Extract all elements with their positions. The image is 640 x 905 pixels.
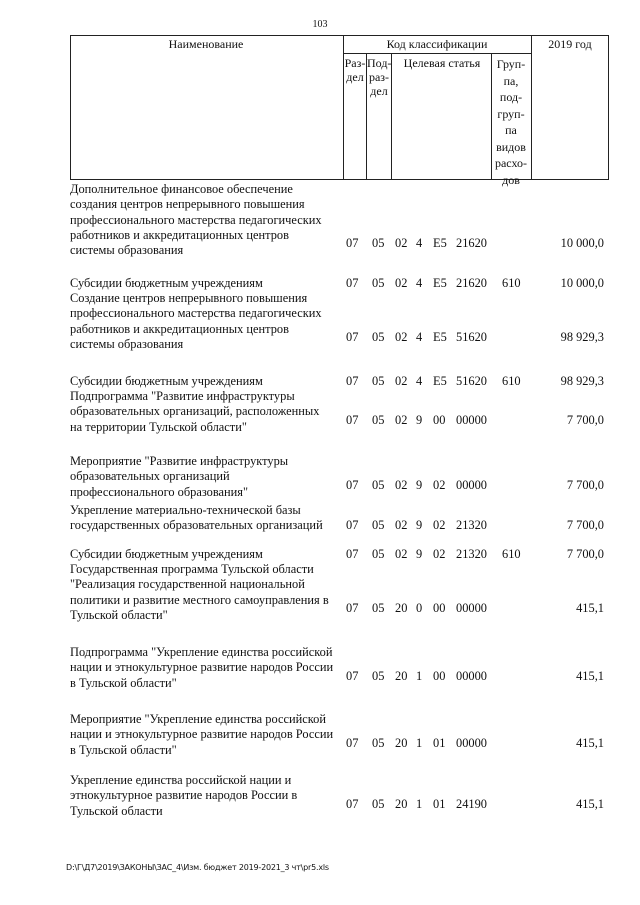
cell-cs-event: 00 <box>433 412 446 427</box>
cell-podrazdel: 05 <box>372 796 385 811</box>
cell-cs-direction: 00000 <box>456 668 487 683</box>
cell-sum-2019: 10 000,0 <box>560 236 604 251</box>
row-name-line: нации и этнокультурное развитие народов России <box>70 660 334 675</box>
row-name-line: политики и развитие местного самоуправления в <box>70 592 329 607</box>
row-name-line: Мероприятие "Укрепление единства российской <box>70 712 326 726</box>
row-name-line: в Тульской области" <box>70 742 177 757</box>
cell-podrazdel: 05 <box>372 735 385 750</box>
row-name-line: Тульской области" <box>70 607 168 622</box>
row-name-line: Создание центров непрерывного повышения <box>70 291 308 305</box>
header-gruppa-line: расхо- <box>494 156 528 170</box>
cell-cs-event: Е5 <box>433 329 447 344</box>
row-name-line: Подпрограмма "Развитие инфраструктуры <box>70 389 295 403</box>
row-name-line: образовательных организаций <box>70 469 230 484</box>
row-name-line: Субсидии бюджетным учреждениям <box>70 276 263 290</box>
row-name-line: профессионального образования" <box>70 484 249 499</box>
cell-cs-direction: 21320 <box>456 547 487 561</box>
header-gruppa-line: под- <box>499 90 523 104</box>
header-podrazdel-line: Под- <box>367 56 392 70</box>
header-razdel-line: дел <box>346 70 364 84</box>
cell-cs-event: 02 <box>433 518 446 533</box>
cell-cs-direction: 24190 <box>456 796 487 811</box>
header-border-top <box>70 35 609 36</box>
row-name-line: системы образования <box>70 336 184 351</box>
cell-razdel: 07 <box>346 236 359 251</box>
cell-podrazdel: 05 <box>372 668 385 683</box>
cell-sum-2019: 7 700,0 <box>566 412 604 427</box>
cell-cs-type: 4 <box>416 276 423 290</box>
cell-cs-event: 00 <box>433 668 446 683</box>
header-divider-podrazdel <box>391 53 392 180</box>
cell-podrazdel: 05 <box>372 477 385 492</box>
cell-cs-type: 1 <box>416 796 423 811</box>
cell-cs-direction: 51620 <box>456 329 487 344</box>
cell-cs-type: 4 <box>416 329 423 344</box>
cell-podrazdel: 05 <box>372 374 385 388</box>
cell-cs-type: 4 <box>416 236 423 251</box>
page-number: 103 <box>312 19 328 30</box>
cell-razdel: 07 <box>346 374 359 388</box>
header-gruppa-line: видов <box>496 139 526 154</box>
cell-cs-type: 4 <box>416 374 423 388</box>
header-divider-year <box>531 35 532 180</box>
row-name-line: Субсидии бюджетным учреждениям <box>70 374 263 388</box>
row-name-line: этнокультурное развитие народов России в <box>70 788 298 803</box>
cell-podrazdel: 05 <box>372 518 385 533</box>
cell-cs-direction: 00000 <box>456 735 487 750</box>
header-podrazdel <box>367 56 391 98</box>
header-razdel-line: Раз- <box>344 56 366 70</box>
cell-cs-program: 02 <box>395 412 408 427</box>
cell-vid-rashodov: 610 <box>502 374 521 388</box>
cell-cs-direction: 21620 <box>456 276 487 290</box>
cell-cs-event: 01 <box>433 735 446 750</box>
header-name: Наименование <box>168 37 244 51</box>
header-classification: Код классификации <box>386 37 488 51</box>
cell-cs-direction: 21320 <box>456 518 487 533</box>
header-gruppa-line: дов <box>502 172 520 187</box>
header-razdel <box>344 56 366 84</box>
cell-razdel: 07 <box>346 412 359 427</box>
header-code-subline <box>343 53 532 54</box>
cell-cs-type: 9 <box>416 518 423 533</box>
header-border-left <box>70 35 71 180</box>
cell-cs-direction: 51620 <box>456 374 487 388</box>
row-name-line: Укрепление материально-технической базы <box>70 503 301 517</box>
cell-cs-event: 02 <box>433 477 446 492</box>
cell-razdel: 07 <box>346 600 359 615</box>
cell-sum-2019: 98 929,3 <box>560 374 604 388</box>
header-gruppa-line: па <box>505 123 517 137</box>
cell-razdel: 07 <box>346 477 359 492</box>
header-podrazdel-line: раз- <box>368 70 390 84</box>
cell-cs-type: 9 <box>416 412 423 427</box>
cell-sum-2019: 98 929,3 <box>560 329 604 344</box>
cell-podrazdel: 05 <box>372 412 385 427</box>
cell-sum-2019: 415,1 <box>576 668 604 683</box>
row-name-line: Укрепление единства российской нации и <box>70 773 292 787</box>
cell-cs-program: 20 <box>395 668 408 683</box>
header-border-right <box>608 35 609 180</box>
cell-cs-type: 0 <box>416 600 423 615</box>
cell-razdel: 07 <box>346 518 359 533</box>
row-name-line: государственных образовательных организаций <box>70 518 323 533</box>
cell-cs-type: 9 <box>416 547 423 561</box>
header-gruppa-line: па, <box>503 73 519 88</box>
cell-razdel: 07 <box>346 668 359 683</box>
row-name-line: нации и этнокультурное развитие народов России <box>70 727 334 742</box>
cell-razdel: 07 <box>346 796 359 811</box>
row-name-line: в Тульской области" <box>70 675 177 690</box>
cell-cs-event: 02 <box>433 547 446 561</box>
cell-vid-rashodov: 610 <box>502 276 521 290</box>
row-name-line: системы образования <box>70 243 184 258</box>
cell-cs-program: 02 <box>395 477 408 492</box>
cell-cs-event: Е5 <box>433 236 447 251</box>
cell-sum-2019: 415,1 <box>576 796 604 811</box>
header-year: 2019 год <box>548 37 592 51</box>
row-name-line: Государственная программа Тульской области <box>70 562 314 576</box>
cell-razdel: 07 <box>346 735 359 750</box>
cell-podrazdel: 05 <box>372 547 385 561</box>
cell-cs-program: 20 <box>395 796 408 811</box>
row-name-line: Дополнительное финансовое обеспечение <box>70 182 293 196</box>
row-name-line: создания центров непрерывного повышения <box>70 197 305 212</box>
footer-file-path: D:\Г\Д7\2019\ЗАКОНЫ\ЗАС_4\Изм. бюджет 2019-2021_3 чт\pr5.xls <box>66 863 329 872</box>
cell-cs-program: 02 <box>395 276 408 290</box>
row-name-line: Субсидии бюджетным учреждениям <box>70 547 263 561</box>
cell-razdel: 07 <box>346 329 359 344</box>
header-gruppa-line: груп- <box>497 106 525 121</box>
cell-sum-2019: 7 700,0 <box>566 477 604 492</box>
row-name-line: работников и аккредитационных центров <box>70 321 289 336</box>
cell-cs-type: 1 <box>416 668 423 683</box>
row-name-line: работников и аккредитационных центров <box>70 227 289 242</box>
cell-cs-type: 9 <box>416 477 423 492</box>
cell-cs-direction: 00000 <box>456 412 487 427</box>
cell-cs-program: 02 <box>395 374 408 388</box>
cell-razdel: 07 <box>346 276 359 290</box>
row-name-line: профессионального мастерства педагогических <box>70 306 322 321</box>
header-gruppa-line: Груп- <box>496 57 526 71</box>
cell-sum-2019: 7 700,0 <box>566 518 604 533</box>
cell-cs-program: 02 <box>395 236 408 251</box>
cell-cs-event: Е5 <box>433 276 447 290</box>
cell-podrazdel: 05 <box>372 600 385 615</box>
cell-cs-type: 1 <box>416 735 423 750</box>
cell-cs-event: Е5 <box>433 374 447 388</box>
header-podrazdel-line: дел <box>370 84 388 98</box>
cell-podrazdel: 05 <box>372 329 385 344</box>
cell-sum-2019: 415,1 <box>576 735 604 750</box>
header-gruppa <box>492 56 530 188</box>
cell-podrazdel: 05 <box>372 276 385 290</box>
row-name-line: "Реализация государственной национальной <box>70 577 305 592</box>
cell-sum-2019: 7 700,0 <box>566 547 604 561</box>
row-name-line: Тульской области <box>70 803 163 818</box>
cell-cs-direction: 00000 <box>456 477 487 492</box>
cell-cs-program: 20 <box>395 600 408 615</box>
cell-cs-program: 02 <box>395 329 408 344</box>
cell-vid-rashodov: 610 <box>502 547 521 561</box>
cell-cs-direction: 00000 <box>456 600 487 615</box>
row-name-line: Подпрограмма "Укрепление единства российской <box>70 645 333 659</box>
cell-podrazdel: 05 <box>372 236 385 251</box>
cell-cs-event: 01 <box>433 796 446 811</box>
cell-sum-2019: 415,1 <box>576 600 604 615</box>
cell-cs-program: 02 <box>395 547 408 561</box>
cell-cs-event: 00 <box>433 600 446 615</box>
cell-cs-program: 02 <box>395 518 408 533</box>
row-name-line: образовательных организаций, расположенных <box>70 404 320 419</box>
cell-cs-program: 20 <box>395 735 408 750</box>
row-name-line: на территории Тульской области" <box>70 419 247 434</box>
row-name-line: профессионального мастерства педагогических <box>70 212 322 227</box>
cell-cs-direction: 21620 <box>456 236 487 251</box>
cell-sum-2019: 10 000,0 <box>560 276 604 290</box>
cell-razdel: 07 <box>346 547 359 561</box>
header-celevaya: Целевая статья <box>403 56 481 70</box>
row-name-line: Мероприятие "Развитие инфраструктуры <box>70 454 289 468</box>
